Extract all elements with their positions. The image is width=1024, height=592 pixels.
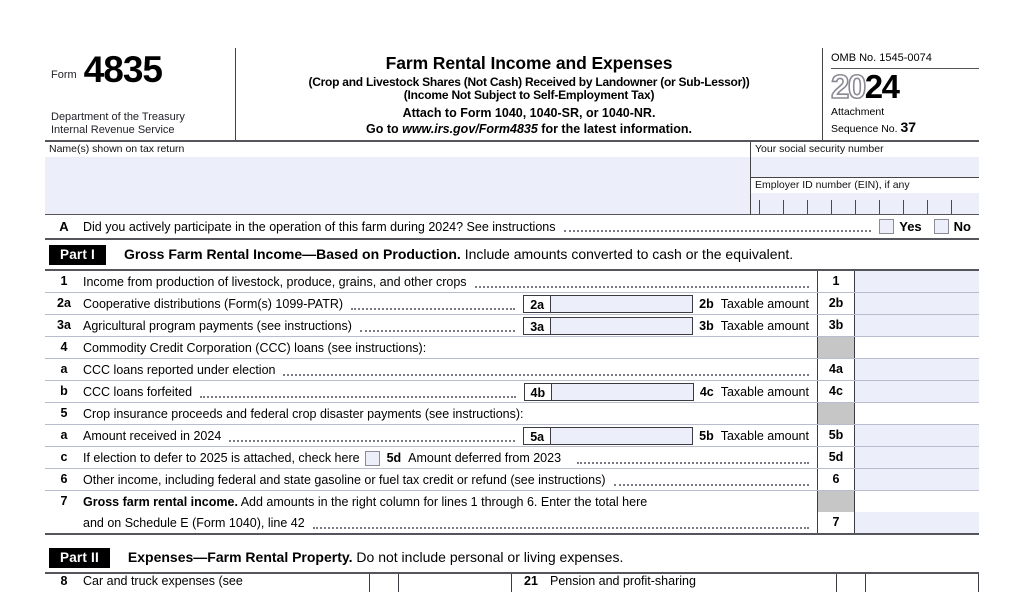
amount-input[interactable] [855,469,979,490]
form-number: 4835 [83,49,162,90]
line-number: a [60,428,68,443]
ein-tick [807,200,831,214]
ein-tick [951,200,975,214]
department-block [51,111,229,138]
form-4835-page [45,48,979,592]
subline-amount-input[interactable] [551,428,692,444]
amount-input[interactable] [855,315,979,336]
line-number-box: 4a [817,359,855,380]
line-description-text: Pension and profit-sharing [550,574,696,589]
line-number-box: 5d [817,447,855,468]
ein-field-label: Employer ID number (EIN), if any [751,178,979,192]
line-number: 4 [60,340,68,355]
form-subtitle-1: (Crop and Livestock Shares (Not Cash) Received by Landowner (or Sub-Lessor)) [308,74,750,89]
line-description-text: Commodity Credit Corporation (CCC) loans (see instructions): [83,341,427,356]
table-row [45,293,979,315]
line-a-letter: A [59,218,69,234]
attachment-sequence-block [831,106,979,135]
ssn-field[interactable] [751,142,979,178]
dot-leader [577,461,809,464]
line-a-row [45,215,979,240]
line-description-text [83,495,647,509]
amount-input[interactable] [855,271,979,292]
line-description-text: Car and truck expenses (see [83,574,243,589]
line-description-text: Agricultural program payments (see instructions) [83,319,352,334]
line-description-text: Amount received in 2024 [83,429,222,444]
taxable-line-number: 2b [699,297,714,312]
line-number-box: 4c [817,381,855,402]
taxable-amount-label-group [699,429,817,443]
table-row [45,403,979,425]
line-number-box: 6 [817,469,855,490]
table-row [45,491,979,512]
amount-input[interactable] [866,574,979,592]
amount-input[interactable] [855,359,979,380]
subline-tag: 4b [525,384,552,400]
line-description-text: Other income, including federal and state gasoline or fuel tax credit or refund (see instructions) [83,473,606,488]
amount-input[interactable] [855,381,979,402]
defer-election-checkbox[interactable] [365,451,380,466]
page-title: Farm Rental Income and Expenses [385,53,673,73]
tax-year-short: 24 [864,68,899,106]
tax-year [831,70,979,105]
part-2-title-rest: Do not include personal or living expenses. [352,549,624,566]
line-number: 2a [57,296,71,311]
line-description-text: CCC loans reported under election [83,363,276,378]
line-description [83,403,817,424]
taxable-amount-label-group [699,319,817,333]
amount-input[interactable] [855,425,979,446]
part-2-badge: Part II [49,548,110,568]
goto-url-instruction [240,122,818,136]
table-row [45,425,979,447]
line-description [83,469,817,490]
line-description [83,293,817,314]
line-description [83,337,817,358]
form-header [45,48,979,142]
department-line-1: Department of the Treasury [51,110,185,123]
subline-entry-box[interactable] [523,427,693,445]
ein-tick [759,200,783,214]
dot-leader [283,373,809,376]
part-1-title-rest: Include amounts converted to cash or the equivalent. [460,246,794,263]
amount-input[interactable] [855,447,979,468]
goto-prefix: Go to [365,122,399,137]
line-number-box: 2b [817,293,855,314]
form-subtitle-2: (Income Not Subject to Self-Employment Tax) [403,88,655,103]
line-description [83,381,817,402]
shaded-cell [817,403,855,424]
line-number: 1 [60,274,68,289]
dot-leader [351,307,515,310]
line-number: a [60,362,68,377]
omb-number: OMB No. 1545-0074 [831,52,979,69]
part-1-title-bold: Gross Farm Rental Income—Based on Production. [123,246,461,263]
line-number: b [60,384,68,399]
part-2-banner [45,543,979,574]
taxable-amount-label: Taxable amount [720,319,809,334]
line-description [83,512,817,533]
dot-leader [614,483,810,486]
line-description [83,315,817,336]
name-field-label: Name(s) shown on tax return [45,142,750,156]
line-number: 21 [524,574,538,589]
part-2-title-bold: Expenses—Farm Rental Property. [127,549,353,566]
subline-tag: 5a [524,428,551,444]
deferred-line-number: 5d [386,451,402,466]
table-row [45,359,979,381]
amount-input[interactable] [399,574,512,592]
amount-input[interactable] [855,512,979,533]
subline-amount-input[interactable] [551,318,692,334]
dot-leader [313,526,809,529]
ein-tick [783,200,807,214]
ein-tick [831,200,855,214]
taxable-amount-label: Taxable amount [720,385,809,400]
line-number: 6 [60,472,68,487]
attachment-sequence-number: 37 [900,118,917,135]
taxable-amount-label-group [700,385,817,399]
dot-leader [360,329,515,332]
goto-suffix: for the latest information. [541,122,692,137]
line-number-box [369,574,399,592]
ein-tick [879,200,903,214]
table-row [45,447,979,469]
line-number: 7 [60,494,68,509]
line-a-yes-label: Yes [899,218,922,234]
deferred-amount-label-group [387,451,569,465]
subline-tag: 3a [524,318,551,334]
taxable-line-number: 4c [699,385,714,400]
part-2-title [128,550,623,566]
shaded-cell [817,491,855,512]
line-description-text: Crop insurance proceeds and federal crop disaster payments (see instructions): [83,407,524,422]
blank-cell [855,403,979,424]
name-field-cell[interactable] [45,142,751,214]
deferred-amount-label: Amount deferred from 2023 [408,451,562,466]
line-7-bold-label: Gross farm rental income. [83,495,238,510]
subline-amount-input[interactable] [551,296,692,312]
taxable-amount-label: Taxable amount [720,429,809,444]
line-description-text: Income from production of livestock, produce, grains, and other crops [83,275,467,290]
ssn-field-label: Your social security number [751,142,979,156]
taxable-amount-label-group [699,297,817,311]
line-number: 8 [60,574,68,589]
table-row [45,574,979,592]
table-row [45,337,979,359]
line-7-rest: Add amounts in the right column for lines 1 through 6. Enter the total here [237,495,648,510]
line-a-no-checkbox[interactable] [934,219,949,234]
line-number-spacer [45,512,83,533]
blank-cell [855,491,979,512]
line-description [83,271,817,292]
table-row [45,469,979,491]
line-a-yes-checkbox[interactable] [879,219,894,234]
line-number-box: 1 [817,271,855,292]
table-row [45,381,979,403]
taxable-line-number: 5b [699,429,714,444]
taxable-amount-label: Taxable amount [720,297,809,312]
irs-form-url[interactable]: www.irs.gov/Form4835 [402,122,538,137]
line-description-text: If election to defer to 2025 is attached, check here [83,451,360,466]
line-description-text: Cooperative distributions (Form(s) 1099-PATR) [83,297,344,312]
taxpayer-identity-row [45,142,979,215]
line-number-box: 3b [817,315,855,336]
subline-tag: 2a [524,296,551,312]
subline-entry-box[interactable] [523,295,693,313]
line-number: 5 [60,406,68,421]
tax-year-century: 20 [831,68,865,106]
attachment-label: Attachment [831,105,885,118]
amount-input[interactable] [855,293,979,314]
part-1-badge: Part I [49,245,106,265]
line-a-question: Did you actively participate in the operation of this farm during 2024? See instructions [83,219,556,234]
line-description [83,425,817,446]
dot-leader [475,285,809,288]
line-number: 3a [57,318,71,333]
table-row [45,271,979,293]
line-description-text: CCC loans forfeited [83,385,193,400]
identification-numbers-cell [751,142,979,214]
ein-digit-separators [759,200,975,214]
line-description-text: and on Schedule E (Form 1040), line 42 [83,516,305,531]
shaded-cell [817,337,855,358]
ein-field[interactable] [751,178,979,214]
table-row [45,512,979,535]
line-description [83,447,817,468]
ein-tick [903,200,927,214]
form-identifier-block [45,48,236,140]
line-number-box: 5b [817,425,855,446]
line-description [83,491,817,512]
line-number: c [60,450,68,465]
dot-leader [229,439,515,442]
ein-tick [927,200,951,214]
part-1-title [124,247,793,263]
form-word-label: Form [51,68,77,81]
subline-entry-box[interactable] [524,383,694,401]
sequence-no-label: Sequence No. [831,122,898,135]
ein-tick [855,200,879,214]
line-number-box [836,574,866,592]
dot-leader [564,229,872,232]
line-description [83,359,817,380]
table-row [45,315,979,337]
blank-cell [855,337,979,358]
department-line-2: Internal Revenue Service [51,124,175,137]
taxable-line-number: 3b [699,319,714,334]
subline-entry-box[interactable] [523,317,693,335]
attach-to-instruction: Attach to Form 1040, 1040-SR, or 1040-NR. [402,106,656,121]
dot-leader [200,395,516,398]
form-title-block [236,48,823,140]
omb-block [823,48,979,140]
part-1-banner [45,240,979,271]
subline-amount-input[interactable] [552,384,693,400]
line-number-box: 7 [817,512,855,533]
line-a-no-label: No [953,218,971,234]
